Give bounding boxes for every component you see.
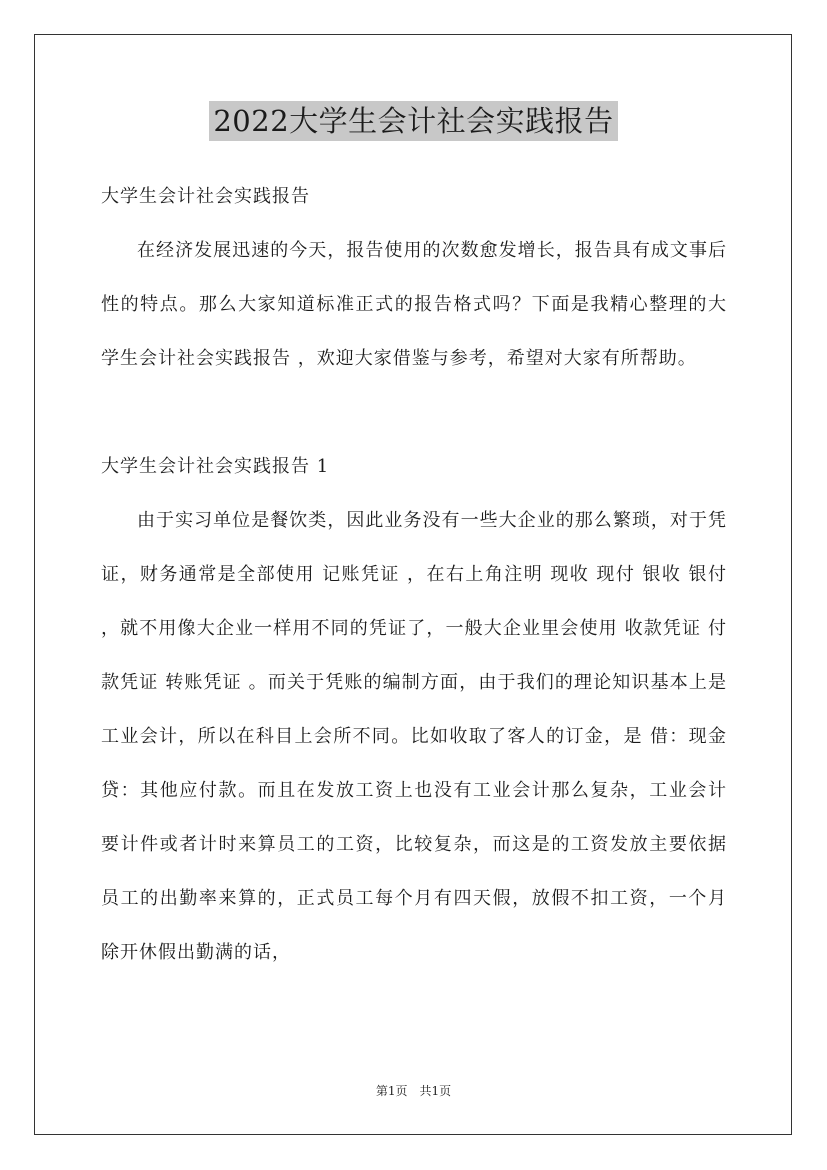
document-body	[101, 170, 727, 980]
page-footer	[0, 1083, 827, 1099]
section-spacer	[101, 386, 727, 440]
page-total: 共1页	[419, 1084, 452, 1098]
intro-paragraph: 在经济发展迅速的今天，报告使用的次数愈发增长，报告具有成文事后性的特点。那么大家知道标准正式的报告格式吗？下面是我精心整理的大学生会计社会实践报告 ，欢迎大家借鉴与参考，希望对大家有所帮助。	[101, 240, 727, 369]
section-heading: 大学生会计社会实践报告	[101, 186, 310, 207]
page-number: 第1页	[375, 1084, 408, 1098]
title-area	[0, 101, 827, 141]
document-title: 2022大学生会计社会实践报告	[209, 101, 617, 141]
body-paragraph: 由于实习单位是餐饮类，因此业务没有一些大企业的那么繁琐，对于凭证，财务通常是全部使用 记账凭证 ，在右上角注明 现收 现付 银收 银付 ，就不用像大企业一样用不同的凭证了，一般大企业里会使用 收款凭证 付款凭证 转账凭证 。而关于凭账的编制方面，由于我们的理论知识基本上是工业会计，所以在科目上会所不同。比如收取了客人的订金，是 借：现金 贷：其他应付款。而且在发放工资上也没有工业会计那么复杂，工业会计要计件或者计时来算员工的工资，比较复杂，而这是的工资发放主要依据员工的出勤率来算的，正式员工每个月有四天假，放假不扣工资，一个月除开休假出勤满的话，	[101, 510, 727, 963]
section-heading: 大学生会计社会实践报告 1	[101, 456, 330, 477]
